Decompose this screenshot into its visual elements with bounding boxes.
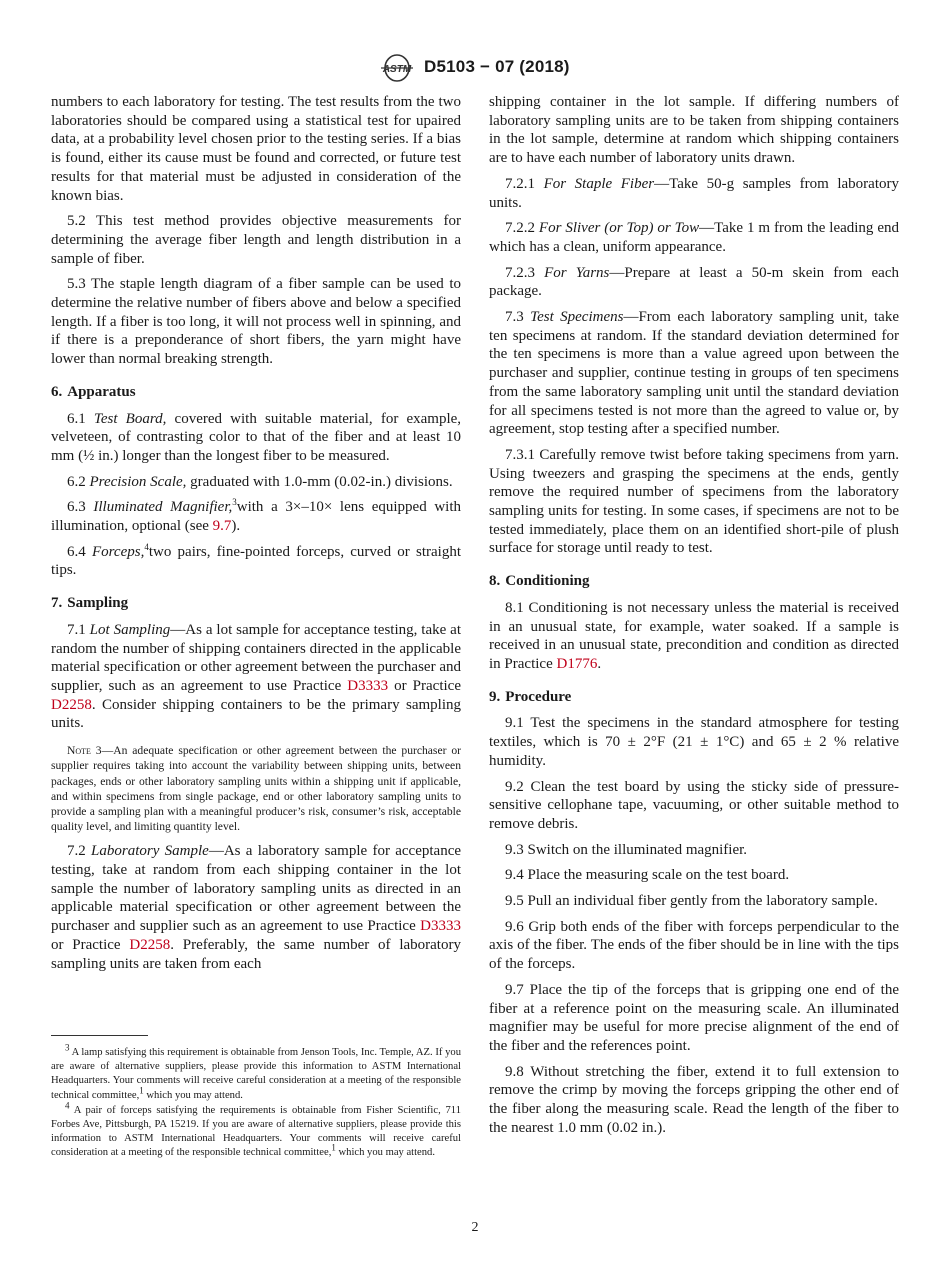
section-heading-procedure: 9. Procedure <box>489 688 572 705</box>
paragraph-6-3: 6.3 Illuminated Magnifier,$^3$with a 3×–10× lens equipped with illumination, optional (see 9.7). <box>51 497 461 535</box>
footnote-ref-3[interactable]: 3 <box>232 497 237 508</box>
paragraph-6-4: 6.4 Forceps,$^4$two pairs, fine-pointed forceps, curved or straight tips. <box>51 541 461 579</box>
paragraph-continued: numbers to each laboratory for testing. The test results from the two laboratories should be compared using a statistical test for upaired data, at a probability level chosen prior to the testing series. If a bias is found, either its cause must be found and corrected, or future test results for that material must be adjusted in consideration of the known bias. <box>51 94 461 204</box>
right-column <box>489 93 899 1144</box>
note-3: Note 3—An adequate specification or other agreement between the purchaser or supplier requires taking into account the variability between shipping units, between packages, ends or other laboratory sampling units within a shipping unit if applicable, and within specimens from single package, end or other laboratory sampling units to provide a sampling plan with a meaningful producer’s risk, consumer’s risk, acceptable quality level, and limiting quantity level. <box>51 744 461 834</box>
paragraph-9-1: 9.1 Test the specimens in the standard atmosphere for testing textiles, which is 70 ± 2°F (21 ± 1°C) and 65 ± 2 % relative humidity. <box>489 715 899 769</box>
link-d1776[interactable]: D1776 <box>556 655 598 672</box>
paragraph-7-2-2: 7.2.2 For Sliver (or Top) or Tow—Take 1 m from the leading end which has a clean, uniform appearance. <box>489 220 900 255</box>
paragraph-7-2: 7.2 Laboratory Sample—As a laboratory sample for acceptance testing, take at random from each shipping container in the lot sample the number of laboratory sampling units as directed in an applicable material specification or other agreement between the purchaser and supplier such as an agreement to use Practice D3333 or Practice D2258. Preferably, the same number of laboratory sampling units are taken from each <box>51 843 462 972</box>
paragraph-9-4: 9.4 Place the measuring scale on the test board. <box>505 867 790 884</box>
paragraph-6-1: 6.1 Test Board, covered with suitable material, for example, velveteen, of contrasting color to that of the fiber and at least 10 mm (½ in.) longer than the longest fiber to be measured. <box>51 410 462 464</box>
link-d2258[interactable]: D2258 <box>51 696 92 713</box>
footnotes <box>51 1035 461 1162</box>
footnote-3: $^3$ A lamp satisfying this requirement is obtainable from Jenson Tools, Inc. Temple, AZ. If you are aware of alternative suppliers, please provide this information to ASTM International Headquarters. Your comments will receive careful consideration at a meeting of the responsible technical committee,$^1$ which you may attend. <box>51 1042 461 1101</box>
paragraph-6-2: 6.2 Precision Scale, graduated with 1.0-mm (0.02-in.) divisions. <box>67 473 453 490</box>
section-heading-sampling: 7. Sampling <box>51 595 129 612</box>
paragraph-5-2: 5.2 This test method provides objective measurements for determining the average fiber length and length distribution in a sample of fiber. <box>51 213 461 267</box>
footnote-ref-4[interactable]: 4 <box>144 541 149 552</box>
page-number: 2 <box>471 1220 479 1235</box>
paragraph-9-6: 9.6 Grip both ends of the fiber with forceps perpendicular to the axis of the fiber. The ends of the fiber should be in line with the tips of the forceps. <box>489 918 899 973</box>
section-heading-apparatus: 6. Apparatus <box>51 383 136 400</box>
link-d2258[interactable]: D2258 <box>129 936 171 953</box>
link-9-7[interactable]: 9.7 <box>212 518 232 535</box>
paragraph-7-2-3: 7.2.3 For Yarns—Prepare at least a 50-m skein from each package. <box>489 264 899 300</box>
paragraph-8-1: 8.1 Conditioning is not necessary unless the material is received in an unusual state, for example, water soaked. If a sample is received in an unusual state, precondition and condition as directed in Practice D1776. <box>489 599 899 672</box>
footnote-divider <box>51 1035 148 1036</box>
paragraph-5-3: 5.3 The staple length diagram of a fiber sample can be used to determine the relative number of fibers above and below a specified length. If a fiber is too long, it will not process well in spinning, and if there is a preponderance of short fibers, the yarn might have lower than normal breaking strength. <box>51 276 461 368</box>
paragraph-7-2-1: 7.2.1 For Staple Fiber—Take 50-g samples from laboratory units. <box>489 175 899 211</box>
link-d3333[interactable]: D3333 <box>347 677 389 694</box>
link-d3333[interactable]: D3333 <box>420 918 462 935</box>
paragraph-9-2: 9.2 Clean the test board by using the sticky side of pressure-sensitive cellophane tape, vacuuming, or other suitable method to remove debris. <box>489 778 899 832</box>
paragraph-9-7: 9.7 Place the tip of the forceps that is gripping one end of the fiber at a reference point on the measuring scale. An illuminated magnifier may be useful for more precise alignment of the end of the fiber and the references point. <box>489 981 899 1054</box>
paragraph-7-3-1: 7.3.1 Carefully remove twist before taking specimens from yarn. Using tweezers and grasping the specimens at the ends, gently remove the required number of specimens from the laboratory sampling units for testing. In some cases, if specimens are not to be tested immediately, place them on an identified short-pile of plush surface for storage until ready to test. <box>489 446 899 557</box>
paragraph-9-3: 9.3 Switch on the illuminated magnifier. <box>505 841 748 858</box>
paragraph-9-8: 9.8 Without stretching the fiber, extend it to full extension to remove the crimp by moving the forceps gripping the other end of the fiber along the measuring scale. Read the length of the fiber to the nearest 1.0 mm (0.02 in.). <box>489 1063 899 1136</box>
paragraph-7-1: 7.1 Lot Sampling—As a lot sample for acceptance testing, take at random the number of shipping containers directed in the applicable material specification or other agreement between the purchaser and supplier, such as an agreement to use Practice D3333 or Practice D2258. Consider shipping containers to be the primary sampling units. <box>51 621 462 732</box>
paragraph-9-5: 9.5 Pull an individual fiber gently from the laboratory sample. <box>505 893 878 910</box>
paragraph-7-3: 7.3 Test Specimens—From each laboratory sampling unit, take ten specimens at random. If the standard deviation determined for the ten specimens is more than a value agreed upon between the purchaser and supplier, continue testing in groups of ten specimens from the same laboratory sampling unit until the standard deviation for all specimens tested is not more than the agreed to value or, by agreement, stop testing after a specified number. <box>489 309 899 438</box>
paragraph-continued: shipping container in the lot sample. If differing numbers of laboratory sampling units are to be taken from shipping containers in the lot sample, determine at random which shipping containers are to have each number of laboratory units drawn. <box>489 94 899 167</box>
footnote-4: $^4$ A pair of forceps satisfying the requirements is obtainable from Fisher Scientific, 711 Forbes Ave, Pittsburgh, PA 15219. If you are aware of alternative suppliers, please provide this information to ASTM International Headquarters. Your comments will receive careful consideration at a meeting of the responsible technical committee,$^1$ which you may attend. <box>51 1100 461 1159</box>
astm-logo-icon <box>377 52 417 84</box>
left-column <box>51 93 461 980</box>
svg-text:ASTM: ASTM <box>382 64 412 75</box>
document-id: D5103 − 07 (2018) <box>424 57 570 76</box>
section-heading-conditioning: 8. Conditioning <box>489 573 590 590</box>
page-header <box>0 52 950 86</box>
